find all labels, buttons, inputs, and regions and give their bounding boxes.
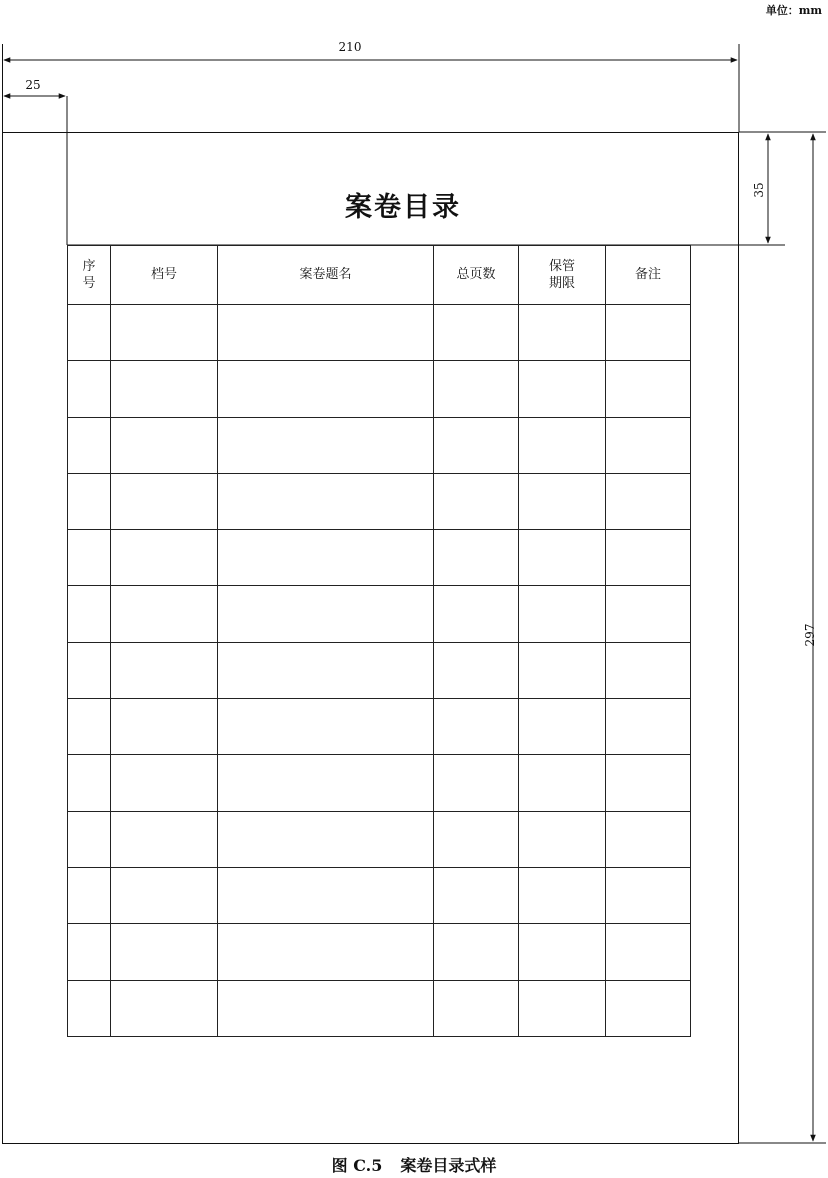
table-cell-retention xyxy=(519,811,606,867)
table-cell-retention xyxy=(519,473,606,529)
col-header-file-no: 档号 xyxy=(111,246,218,305)
table-cell-remarks xyxy=(606,980,691,1036)
top-margin-label: 35 xyxy=(752,182,766,198)
col-header-retention xyxy=(519,246,606,305)
table-cell-remarks xyxy=(606,473,691,529)
table-cell-seq xyxy=(68,473,111,529)
table-cell-file_no xyxy=(111,530,218,586)
table-cell-retention xyxy=(519,699,606,755)
table-cell-seq xyxy=(68,361,111,417)
table-cell-file_title xyxy=(218,980,434,1036)
table-cell-total_pages xyxy=(434,473,519,529)
height-label: 297 xyxy=(803,623,817,647)
table-cell-seq xyxy=(68,980,111,1036)
table-cell-retention xyxy=(519,586,606,642)
table-cell-seq xyxy=(68,305,111,361)
table-cell-total_pages xyxy=(434,530,519,586)
table-cell-total_pages xyxy=(434,980,519,1036)
table-cell-total_pages xyxy=(434,586,519,642)
table-cell-remarks xyxy=(606,642,691,698)
table-cell-file_no xyxy=(111,642,218,698)
table-cell-retention xyxy=(519,924,606,980)
table-cell-retention xyxy=(519,417,606,473)
table-cell-seq xyxy=(68,586,111,642)
table-cell-file_no xyxy=(111,924,218,980)
table-cell-file_no xyxy=(111,811,218,867)
table-cell-retention xyxy=(519,530,606,586)
table-cell-file_no xyxy=(111,980,218,1036)
width-label: 210 xyxy=(338,40,362,54)
table-cell-file_title xyxy=(218,530,434,586)
table-cell-total_pages xyxy=(434,755,519,811)
table-cell-remarks xyxy=(606,755,691,811)
table-cell-seq xyxy=(68,867,111,923)
table-cell-retention xyxy=(519,642,606,698)
left-margin-label: 25 xyxy=(25,78,41,92)
table-cell-total_pages xyxy=(434,811,519,867)
table-cell-seq xyxy=(68,642,111,698)
col-header-remarks: 备注 xyxy=(606,246,691,305)
figure-caption-text: 案卷目录式样 xyxy=(400,1156,497,1175)
table-cell-file_title xyxy=(218,473,434,529)
col-header-total-pages: 总页数 xyxy=(434,246,519,305)
table-header-row xyxy=(68,246,691,305)
table-row xyxy=(68,867,691,923)
table-cell-seq xyxy=(68,755,111,811)
table-row xyxy=(68,417,691,473)
table-cell-file_title xyxy=(218,305,434,361)
col-header-file-title: 案卷题名 xyxy=(218,246,434,305)
table-cell-total_pages xyxy=(434,642,519,698)
table-cell-retention xyxy=(519,980,606,1036)
table-row xyxy=(68,642,691,698)
table-cell-file_no xyxy=(111,417,218,473)
table-cell-remarks xyxy=(606,530,691,586)
table-cell-retention xyxy=(519,867,606,923)
unit-label: 单位：mm xyxy=(765,4,822,17)
table-cell-total_pages xyxy=(434,924,519,980)
table-cell-seq xyxy=(68,417,111,473)
table-cell-seq xyxy=(68,530,111,586)
table-cell-file_title xyxy=(218,867,434,923)
table-cell-remarks xyxy=(606,699,691,755)
col-header-seq-label: 序号 xyxy=(82,259,96,291)
table-cell-file_no xyxy=(111,586,218,642)
table-row xyxy=(68,924,691,980)
table-row xyxy=(68,473,691,529)
table-cell-file_no xyxy=(111,361,218,417)
table-cell-file_title xyxy=(218,361,434,417)
table-row xyxy=(68,305,691,361)
table-row xyxy=(68,811,691,867)
table-row xyxy=(68,361,691,417)
table-cell-remarks xyxy=(606,924,691,980)
table-cell-file_title xyxy=(218,586,434,642)
table-cell-file_title xyxy=(218,924,434,980)
figure-number: 图 C.5 xyxy=(331,1156,383,1175)
table-cell-file_title xyxy=(218,417,434,473)
table-cell-remarks xyxy=(606,305,691,361)
table-cell-total_pages xyxy=(434,867,519,923)
table-cell-file_no xyxy=(111,473,218,529)
table-row xyxy=(68,530,691,586)
table-cell-file_no xyxy=(111,867,218,923)
table-cell-remarks xyxy=(606,361,691,417)
table-cell-remarks xyxy=(606,867,691,923)
table-cell-retention xyxy=(519,361,606,417)
table-cell-file_no xyxy=(111,699,218,755)
table-cell-file_no xyxy=(111,305,218,361)
col-header-seq xyxy=(68,246,111,305)
table-cell-remarks xyxy=(606,417,691,473)
table-cell-seq xyxy=(68,699,111,755)
figure-caption xyxy=(0,1153,828,1176)
table-cell-total_pages xyxy=(434,417,519,473)
table-cell-file_title xyxy=(218,755,434,811)
catalog-table xyxy=(67,245,691,1037)
table-cell-file_title xyxy=(218,699,434,755)
col-header-retention-label: 保管期限 xyxy=(548,259,575,291)
table-cell-retention xyxy=(519,305,606,361)
table-cell-retention xyxy=(519,755,606,811)
table-row xyxy=(68,699,691,755)
form-title: 案卷目录 xyxy=(345,192,461,223)
table-cell-file_title xyxy=(218,642,434,698)
table-row xyxy=(68,586,691,642)
table-cell-seq xyxy=(68,924,111,980)
table-cell-remarks xyxy=(606,586,691,642)
table-cell-remarks xyxy=(606,811,691,867)
table-cell-file_title xyxy=(218,811,434,867)
table-row xyxy=(68,980,691,1036)
table-row xyxy=(68,755,691,811)
table-cell-seq xyxy=(68,811,111,867)
table-cell-total_pages xyxy=(434,361,519,417)
table-cell-total_pages xyxy=(434,699,519,755)
table-cell-file_no xyxy=(111,755,218,811)
table-cell-total_pages xyxy=(434,305,519,361)
